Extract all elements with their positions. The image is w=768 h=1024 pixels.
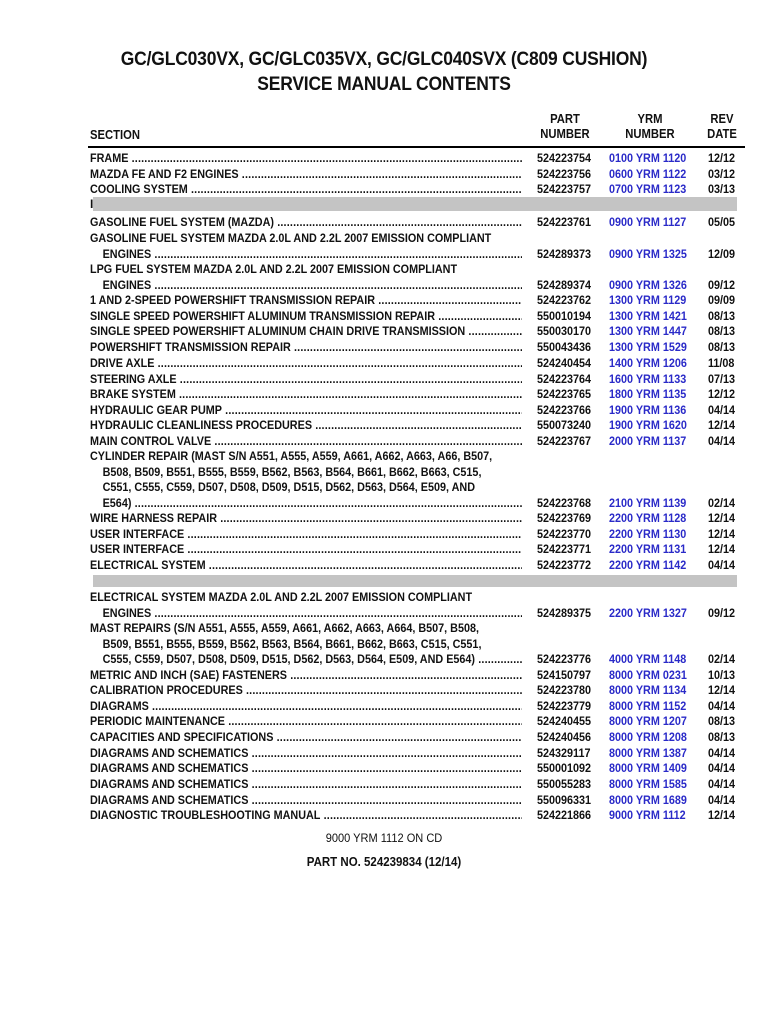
section-title [90,387,479,403]
yrm-number-link[interactable]: 1400 YRM 1206 [609,356,687,370]
section-title-line: HYDRAULIC CLEANLINESS PROCEDURES ..... [90,418,522,434]
rev-date: 12/12 [708,151,736,165]
section-title [90,777,479,793]
separator-marker: I [90,197,94,211]
section-title-line: DIAGRAMS AND SCHEMATICS ..... [90,746,522,762]
section-title-line: POWERSHIFT TRANSMISSION REPAIR ..... [90,340,522,356]
section-title-line: DIAGRAMS AND SCHEMATICS ..... [90,761,522,777]
rev-date: 05/05 [708,215,736,229]
part-number: 524329117 [537,746,591,760]
section-title [90,403,479,419]
part-number: 550010194 [537,309,592,323]
yrm-number-link[interactable]: 8000 YRM 1134 [609,683,687,697]
section-title [90,356,479,372]
yrm-number-link[interactable]: 0100 YRM 1120 [609,151,687,165]
part-number: 550096331 [537,793,592,807]
section-title [90,167,479,183]
section-title-line: CALIBRATION PROCEDURES ..... [90,683,522,699]
column-header-part-number [534,112,597,142]
section-title-line: SINGLE SPEED POWERSHIFT ALUMINUM CHAIN DRIVE TRANSMISSION ..... [90,324,522,340]
section-title-line: ELECTRICAL SYSTEM ..... [90,558,522,574]
rev-date: 11/08 [708,356,735,370]
section-title-line: DIAGRAMS ..... [90,699,522,715]
yrm-number-link[interactable]: 4000 YRM 1148 [609,652,687,667]
header-text: PART [550,112,580,126]
header-text: NUMBER [625,127,675,141]
part-number: 524223757 [537,182,592,196]
section-title-line: GASOLINE FUEL SYSTEM (MAZDA) ..... [90,215,522,231]
part-number: 524223767 [537,434,592,448]
part-number: 550030170 [537,324,592,338]
yrm-number-link[interactable]: 1900 YRM 1136 [609,403,687,417]
gray-separator-bar [93,197,737,211]
section-title-line: C551, C555, C559, D507, D508, D509, D515, D562, D563, D564, E509, AND [102,480,476,495]
rev-date: 08/13 [708,309,736,323]
cd-note: 9000 YRM 1112 ON CD [325,831,443,845]
section-title-line: B509, B551, B555, B559, B562, B563, B564, B661, B662, B663, C515, C551, [102,636,482,651]
rev-date: 12/14 [708,418,736,432]
rev-date: 04/14 [708,558,736,572]
section-title [90,340,479,356]
yrm-number-link[interactable]: 2100 YRM 1139 [609,495,687,510]
part-number: 524240456 [537,730,592,744]
yrm-number-link[interactable]: 2200 YRM 1128 [609,511,687,525]
section-title-line: ENGINES ..... [90,247,522,263]
yrm-number-link[interactable]: 1600 YRM 1133 [609,372,687,386]
section-title [90,793,479,809]
part-number: 524289373 [537,246,592,261]
yrm-number-link[interactable]: 2000 YRM 1137 [609,434,687,448]
section-title [90,215,479,231]
section-title-line: HYDRAULIC GEAR PUMP ..... [90,403,522,419]
rev-date: 08/13 [708,730,736,744]
section-title-line: USER INTERFACE ..... [90,542,522,558]
section-title [90,418,479,434]
section-title [90,730,479,746]
yrm-number-link[interactable]: 1900 YRM 1620 [609,418,687,432]
yrm-number-link[interactable]: 0600 YRM 1122 [609,167,687,181]
part-number: 524240454 [537,356,592,370]
section-title [90,621,482,668]
rev-date: 04/14 [708,746,736,760]
yrm-number-link[interactable]: 1300 YRM 1529 [609,340,687,354]
section-title [90,309,479,325]
gray-separator-bar [93,575,737,587]
rev-date: 04/14 [708,434,736,448]
part-number: 524221866 [537,808,592,822]
section-title [90,683,479,699]
rev-date: 12/09 [708,246,736,261]
section-title [90,449,493,511]
yrm-number-link[interactable]: 2200 YRM 1327 [609,605,687,620]
section-title [90,151,479,167]
header-text: REV [710,112,734,126]
section-title-line: GASOLINE FUEL SYSTEM MAZDA 2.0L AND 2.2L 2007 EMISSION COMPLIANT [90,231,492,245]
yrm-number-link[interactable]: 0700 YRM 1123 [609,182,687,196]
part-number: 550055283 [537,777,592,791]
part-number: 524240455 [537,714,592,728]
section-title-line: DRIVE AXLE ..... [90,356,522,372]
section-title [90,527,479,543]
column-header-rev-date [702,112,742,142]
part-number: 524223770 [537,527,592,541]
rev-date: 08/13 [708,340,736,354]
rev-date: 12/14 [708,808,736,822]
section-title-line: DIAGRAMS AND SCHEMATICS ..... [90,793,522,809]
section-title [90,324,479,340]
section-title-line: MAZDA FE AND F2 ENGINES ..... [90,167,522,183]
yrm-number-link[interactable]: 1300 YRM 1421 [609,309,687,323]
section-title [90,668,479,684]
header-divider [88,146,745,148]
section-title-line: CAPACITIES AND SPECIFICATIONS ..... [90,730,522,746]
section-title-line: MAIN CONTROL VALVE ..... [90,434,522,450]
yrm-number-link[interactable]: 2200 YRM 1142 [609,558,687,572]
section-title-line: COOLING SYSTEM ..... [90,182,522,198]
rev-date: 04/14 [708,777,736,791]
rev-date: 02/14 [708,652,736,667]
yrm-number-link[interactable]: 8000 YRM 0231 [609,668,687,682]
part-number: 524223754 [537,151,592,165]
rev-date: 03/13 [708,182,736,196]
part-number: 524223756 [537,167,592,181]
rev-date: 03/12 [708,167,736,181]
part-number: 524223776 [537,652,592,667]
part-number: 524223771 [537,542,592,556]
yrm-number-link[interactable]: 1300 YRM 1447 [609,324,687,338]
yrm-number-link[interactable]: 8000 YRM 1207 [609,714,687,728]
section-title [90,746,479,762]
rev-date: 12/14 [708,527,736,541]
rev-date: 10/13 [708,668,736,682]
rev-date: 12/12 [708,387,736,401]
section-title [90,558,479,574]
part-number: 550043436 [537,340,592,354]
section-title [90,182,479,198]
section-title-line: ENGINES ..... [90,606,522,622]
rev-date: 02/14 [708,495,736,510]
section-title-line: USER INTERFACE ..... [90,527,522,543]
header-text: NUMBER [540,127,590,141]
rev-date: 12/14 [708,542,736,556]
yrm-number-link[interactable]: 2200 YRM 1131 [609,542,687,556]
section-title [90,372,479,388]
yrm-number-link[interactable]: 1800 YRM 1135 [609,387,687,401]
section-title-line: FRAME ..... [90,151,522,167]
yrm-number-link[interactable]: 8000 YRM 1387 [609,746,687,760]
section-title-line: ELECTRICAL SYSTEM MAZDA 2.0L AND 2.2L 2007 EMISSION COMPLIANT [90,590,473,604]
part-number: 524223764 [537,372,592,386]
section-title [90,714,479,730]
yrm-number-link[interactable]: 0900 YRM 1326 [609,277,687,292]
part-number: 524150797 [537,668,592,682]
part-number-footer: PART NO. 524239834 (12/14) [306,855,462,869]
section-title-line: LPG FUEL SYSTEM MAZDA 2.0L AND 2.2L 2007 EMISSION COMPLIANT [90,262,458,276]
part-number: 550001092 [537,761,592,775]
part-number: 524223766 [537,403,592,417]
section-title-line: METRIC AND INCH (SAE) FASTENERS ..... [90,668,522,684]
rev-date: 09/12 [708,277,736,292]
section-title-line: ENGINES ..... [90,278,522,294]
section-title-line: BRAKE SYSTEM ..... [90,387,522,403]
yrm-number-link[interactable]: 0900 YRM 1127 [609,215,687,229]
section-title-line: CYLINDER REPAIR (MAST S/N A551, A555, A559, A661, A662, A663, A66, B507, [90,449,493,463]
part-number: 524223765 [537,387,592,401]
section-title [90,590,479,621]
yrm-number-link[interactable]: 8000 YRM 1152 [609,699,687,713]
section-title-line: STEERING AXLE ..... [90,372,522,388]
yrm-number-link[interactable]: 1300 YRM 1129 [609,293,687,307]
yrm-number-link[interactable]: 9000 YRM 1112 [609,808,686,822]
part-number: 524223779 [537,699,592,713]
rev-date: 08/13 [708,714,736,728]
document-title: GC/GLC030VX, GC/GLC035VX, GC/GLC040SVX (C809 CUSHION) [120,49,648,70]
column-header-section: SECTION [90,128,141,142]
rev-date: 04/14 [708,761,736,775]
section-title [90,511,479,527]
section-title-line: DIAGNOSTIC TROUBLESHOOTING MANUAL ..... [90,808,522,824]
section-title-line: B508, B509, B551, B555, B559, B562, B563, B564, B661, B662, B663, C515, [102,464,482,479]
section-title [90,761,479,777]
rev-date: 07/13 [708,372,736,386]
part-number: 524289374 [537,277,592,292]
rev-date: 09/09 [708,293,736,307]
part-number: 524223780 [537,683,592,697]
yrm-number-link[interactable]: 8000 YRM 1689 [609,793,687,807]
header-text: DATE [707,127,737,141]
rev-date: 04/14 [708,699,736,713]
section-title [90,542,479,558]
document-subtitle: SERVICE MANUAL CONTENTS [257,74,511,95]
part-number: 524223761 [537,215,592,229]
part-number: 524223772 [537,558,592,572]
section-title [90,699,479,715]
yrm-number-link[interactable]: 8000 YRM 1585 [609,777,687,791]
section-title-line: C555, C559, D507, D508, D509, D515, D562, D563, D564, E509, AND E564) ..... [90,652,522,668]
yrm-number-link[interactable]: 2200 YRM 1130 [609,527,687,541]
rev-date: 04/14 [708,793,736,807]
section-title-line: E564) ..... [90,496,522,512]
section-title-line: DIAGRAMS AND SCHEMATICS ..... [90,777,522,793]
part-number: 524223762 [537,293,592,307]
part-number: 550073240 [537,418,592,432]
section-title [90,231,492,262]
yrm-number-link[interactable]: 0900 YRM 1325 [609,246,687,261]
part-number: 524223768 [537,495,592,510]
section-title-line: WIRE HARNESS REPAIR ..... [90,511,522,527]
rev-date: 12/14 [708,683,736,697]
part-number: 524223769 [537,511,592,525]
section-title-line: SINGLE SPEED POWERSHIFT ALUMINUM TRANSMISSION REPAIR ..... [90,309,522,325]
section-title [90,262,479,293]
section-title-line: 1 AND 2-SPEED POWERSHIFT TRANSMISSION REPAIR ..... [90,293,522,309]
section-title-line: PERIODIC MAINTENANCE ..... [90,714,522,730]
part-number: 524289375 [537,605,592,620]
section-title [90,808,479,824]
section-title [90,434,479,450]
header-text: YRM [637,112,663,126]
section-title-line: MAST REPAIRS (S/N A551, A555, A559, A661, A662, A663, A664, B507, B508, [90,621,479,635]
rev-date: 08/13 [708,324,736,338]
rev-date: 04/14 [708,403,736,417]
rev-date: 09/12 [708,605,736,620]
rev-date: 12/14 [708,511,736,525]
column-header-yrm-number [612,112,688,142]
section-title [90,293,479,309]
yrm-number-link[interactable]: 8000 YRM 1208 [609,730,687,744]
yrm-number-link[interactable]: 8000 YRM 1409 [609,761,687,775]
